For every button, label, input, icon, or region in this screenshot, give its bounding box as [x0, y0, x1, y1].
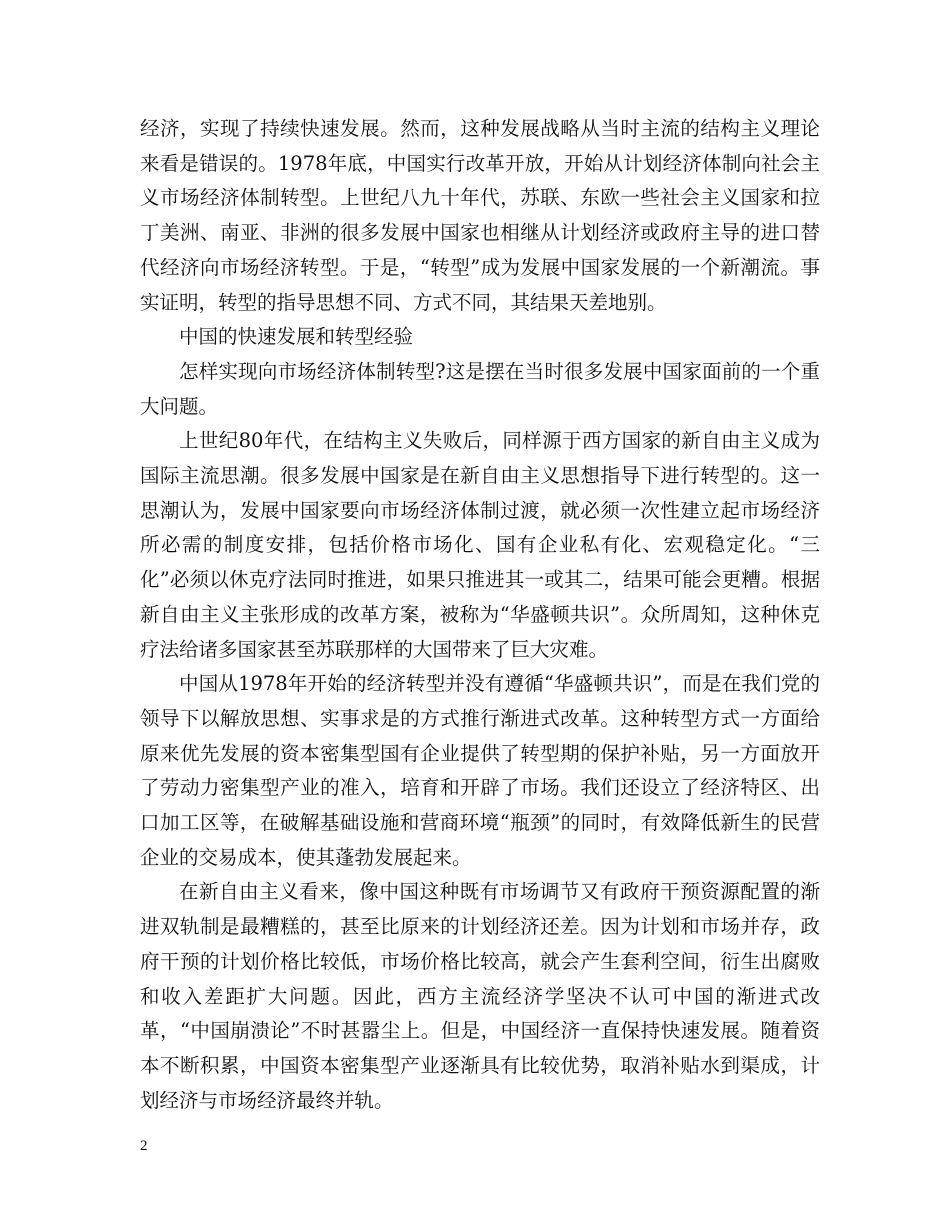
section-heading: 中国的快速发展和转型经验	[179, 325, 414, 349]
paragraph-continuation: 经济，实现了持续快速发展。然而，这种发展战略从当时主流的结构主义理论来看是错误的。1978年底，中国实行改革开放，开始从计划经济体制向社会主义市场经济体制转型。上世纪八九十年代，苏联、东欧一些社会主义国家和拉丁美洲、南亚、非洲的很多发展中国家也相继从计划经济或政府主导的进口替代经济向市场经济转型。于是，“转型”成为发展中国家发展的一个新潮流。事实证明，转型的指导思想不同、方式不同，其结果天差地别。	[140, 117, 820, 314]
page-number: 2	[140, 1138, 148, 1154]
paragraph: 中国从1978年开始的经济转型并没有遵循“华盛顿共识”，而是在我们党的领导下以解放思想、实事求是的方式推行渐进式改革。这种转型方式一方面给原来优先发展的资本密集型国有企业提供了转型期的保护补贴，另一方面放开了劳动力密集型产业的准入，培育和开辟了市场。我们还设立了经济特区、出口加工区等，在破解基础设施和营商环境“瓶颈”的同时，有效降低新生的民营企业的交易成本，使其蓬勃发展起来。	[140, 672, 820, 869]
paragraph: 上世纪80年代，在结构主义失败后，同样源于西方国家的新自由主义成为国际主流思潮。很多发展中国家是在新自由主义思想指导下进行转型的。这一思潮认为，发展中国家要向市场经济体制过渡，就必须一次性建立起市场经济所必需的制度安排，包括价格市场化、国有企业私有化、宏观稳定化。“三化”必须以休克疗法同时推进，如果只推进其一或其二，结果可能会更糟。根据新自由主义主张形成的改革方案，被称为“华盛顿共识”。众所周知，这种休克疗法给诸多国家甚至苏联那样的大国带来了巨大灾难。	[140, 429, 820, 661]
paragraph: 在新自由主义看来，像中国这种既有市场调节又有政府干预资源配置的渐进双轨制是最糟糕的，甚至比原来的计划经济还差。因为计划和市场并存，政府干预的计划价格比较低，市场价格比较高，就会产生套利空间，衍生出腐败和收入差距扩大问题。因此，西方主流经济学坚决不认可中国的渐进式改革，“中国崩溃论”不时甚嚣尘上。但是，中国经济一直保持快速发展。随着资本不断积累，中国资本密集型产业逐渐具有比较优势，取消补贴水到渠成，计划经济与市场经济最终并轨。	[140, 880, 820, 1112]
body-text	[140, 112, 820, 1118]
paragraph: 怎样实现向市场经济体制转型?这是摆在当时很多发展中国家面前的一个重大问题。	[140, 359, 820, 418]
